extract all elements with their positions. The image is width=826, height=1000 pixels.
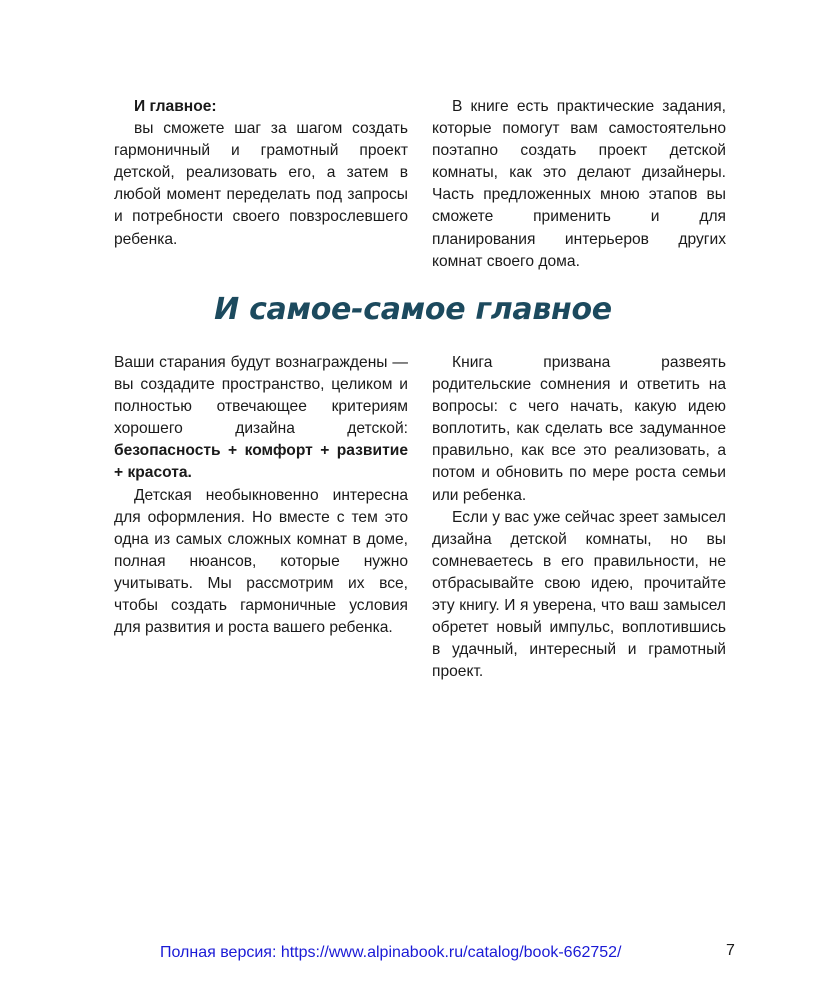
bottom-right-column [432,352,726,683]
top-right-column [432,96,726,273]
bottom-left-column [114,352,408,639]
criteria-bold: безопасность + комфорт + развитие + красота. [114,442,408,482]
nursery-paragraph: Детская необыкновенно интересна для оформления. Но вместе с тем это одна из самых сложных комнат в доме, полная нюансов, которые нужно учитывать. Мы рассмотрим их все, чтобы создать гармоничные условия для развития и роста вашего ребенка. [114,486,408,637]
main-point-heading: И главное: [134,98,217,115]
top-left-column [114,96,408,251]
main-point-paragraph: вы сможете шаг за шагом создать гармоничный и грамотный проект детской, реализовать его, а затем в любой момент переделать под запросы и потребности своего повзрослевшего ребенка. [114,120,408,248]
book-purpose-paragraph: Книга призвана развеять родительские сомнения и ответить на вопросы: с чего начать, какую идею воплотить, как сделать все задуманное правильно, как все это реализовать, а потом и обновить по мере роста семьи или ребенка. [432,354,726,504]
reward-paragraph [114,352,408,485]
reward-text: Ваши старания будут вознаграждены — вы создадите пространство, целиком и полностью отвечающее критериям хорошего дизайна детской: [114,354,408,438]
full-version-link[interactable]: Полная версия: https://www.alpinabook.ru/catalog/book-662752/ [160,944,622,961]
page-number: 7 [726,942,735,959]
practical-tasks-paragraph: В книге есть практические задания, которые помогут вам самостоятельно поэтапно создать проект детской комнаты, как это делают дизайнеры. Часть предложенных мною этапов вы сможете применить и для планирования интерьеров других комнат своего дома. [432,98,726,270]
section-title: И самое-самое главное [214,292,612,327]
idea-paragraph: Если у вас уже сейчас зреет замысел дизайна детской комнаты, но вы сомневаетесь в его правильности, не отбрасывайте свою идею, прочитайте эту книгу. И я уверена, что ваш замысел обретет новый импульс, воплотившись в удачный, интересный и грамотный проект. [432,508,726,681]
